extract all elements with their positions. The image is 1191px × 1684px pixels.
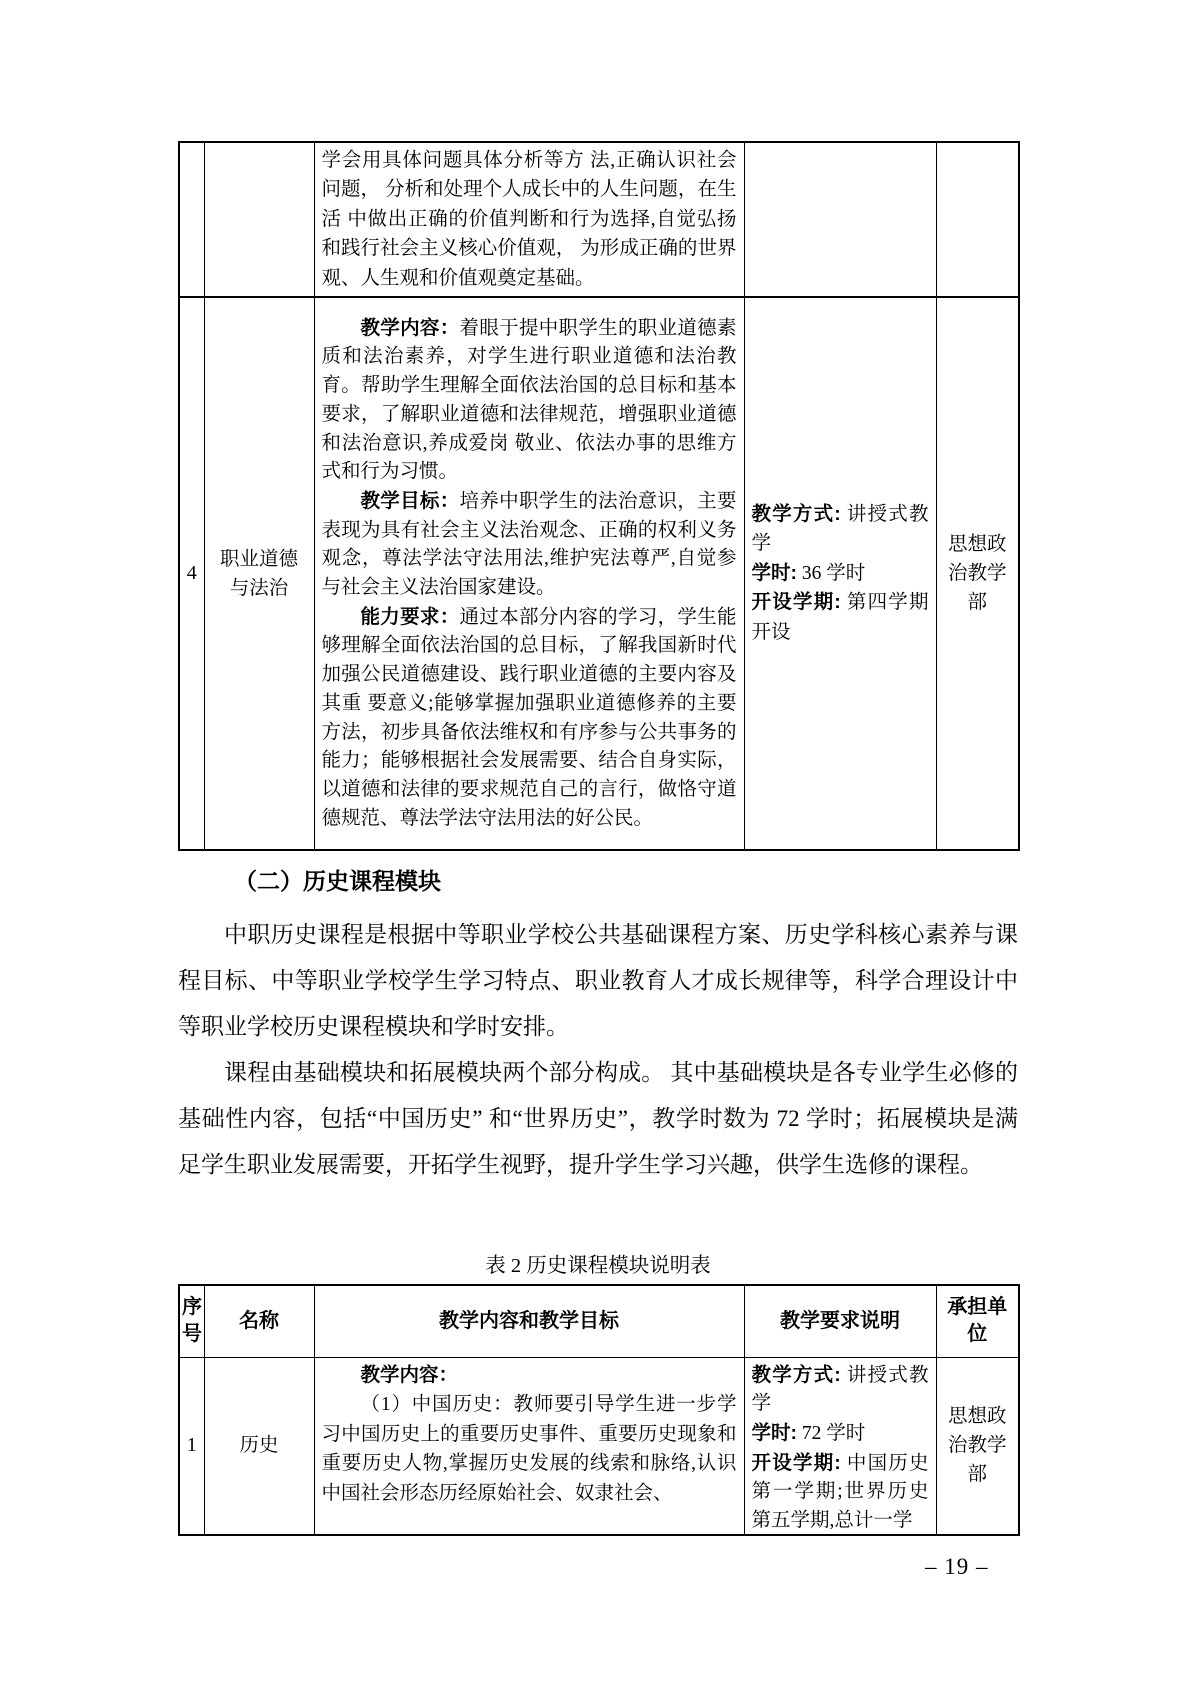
content-paragraph [322,603,737,834]
semester: 开设学期: 中国历史第一学期;世界历史第五学期,总计一学 [751,1451,929,1531]
ability-label: 能力要求： [360,605,460,628]
content-label: 教学内容： [360,316,460,339]
teaching-method: 教学方式: 讲授式教学 [751,1363,929,1415]
requirements-clip [752,1361,929,1531]
requirements-cell [744,142,936,297]
goal-label: 教学目标： [360,489,460,512]
unit-cell [936,142,1019,297]
class-hours: 学时: 72 学时 [751,1421,866,1444]
course-table-1 [178,141,1020,851]
column-header-name: 名称 [204,1285,314,1357]
semester: 开设学期: 第四学期开设 [751,591,929,643]
column-header-requirements: 教学要求说明 [744,1285,936,1357]
course-name-cell [204,142,314,297]
content-text: 着眼于提中职学生的职业道德素质和法治素养，对学生进行职业道德和法治教育。帮助学生理解全面依法治国的总目标和基本要求，了解职业道德和法律规范，增强职业道德和法治意识,养成爱岗 敬业、依法办事的思维方式和行为习惯。 [321,317,737,483]
ability-text: 通过本部分内容的学习，学生能够理解全面依法治国的总目标，了解我国新时代加强公民道德建设、践行职业道德的主要内容及其重 要意义;能够掌握加强职业道德修养的主要方法，初步具备依法维权和有序参与公共事务的能力；能够根据社会发展需要、结合自身实际，以道德和法律的要求规范自己的言行，做恪守道德规范、尊法学法守法用法的好公民。 [321,606,737,829]
content-cell [314,297,744,850]
requirements-cell [744,1357,936,1535]
column-header-content: 教学内容和教学目标 [314,1285,744,1357]
requirements-cell [744,297,936,850]
course-name-cell: 历史 [204,1357,314,1535]
table2-caption: 表 2 历史课程模块说明表 [485,1255,711,1277]
body-paragraph-1: 中职历史课程是根据中等职业学校公共基础课程方案、历史学科核心素养与课程目标、中等职业学校学生学习特点、职业教育人才成长规律等，科学合理设计中等职业学校历史课程模块和学时安排。 [178,922,1018,1039]
content-text: （1）中国历史：教师要引导学生进一步学习中国历史上的重要历史事件、重要历史现象和重要历史人物,掌握历史发展的线索和脉络,认识中国社会形态历经原始社会、奴隶社会、 [321,1394,737,1504]
content-paragraph [322,314,737,487]
column-header-unit: 承担单位 [936,1285,1019,1357]
unit-cell: 思想政治教学部 [936,1357,1019,1535]
row-index-cell: 1 [179,1357,204,1535]
page-number: – 19 – [925,1554,989,1579]
table-row-continuation [179,142,1019,297]
table-row-1 [179,1357,1019,1535]
teaching-method: 教学方式: 讲授式教学 [751,503,929,555]
body-paragraph-2: 课程由基础模块和拓展模块两个部分构成。 其中基础模块是各专业学生必修的基础性内容，包括“中国历史” 和“世界历史”，教学时数为 72 学时；拓展模块是满足学生职业发展需要，开拓学生视野，提升学生学习兴趣，供学生选修的课程。 [178,1060,1018,1177]
content-cell [314,1357,744,1535]
row-index-cell [179,142,204,297]
content-paragraph [322,487,737,603]
table-header-row [179,1285,1019,1357]
column-header-index: 序号 [179,1285,204,1357]
row-index-cell: 4 [179,297,204,850]
course-name-cell: 职业道德与法治 [204,297,314,850]
section-heading: （二）历史课程模块 [234,868,441,894]
content-label: 教学内容： [360,1363,459,1386]
section-body [178,912,1018,1188]
content-text: 学会用具体问题具体分析等方 法,正确认识社会问题， 分析和处理个人成长中的人生问题，在生活 中做出正确的价值判断和行为选择,自觉弘扬和践行社会主义核心价值观， 为形成正确的世界观、人生观和价值观奠定基础。 [321,150,737,289]
unit-cell: 思想政治教学部 [936,297,1019,850]
content-cell [314,142,744,297]
class-hours: 学时: 36 学时 [751,561,866,584]
table-row-4 [179,297,1019,850]
course-table-2 [178,1284,1020,1536]
goal-text: 培养中职学生的法治意识，主要表现为具有社会主义法治观念、正确的权利义务观念，尊法学法守法用法,维护宪法尊严,自觉参与社会主义法治国家建设。 [321,490,737,599]
